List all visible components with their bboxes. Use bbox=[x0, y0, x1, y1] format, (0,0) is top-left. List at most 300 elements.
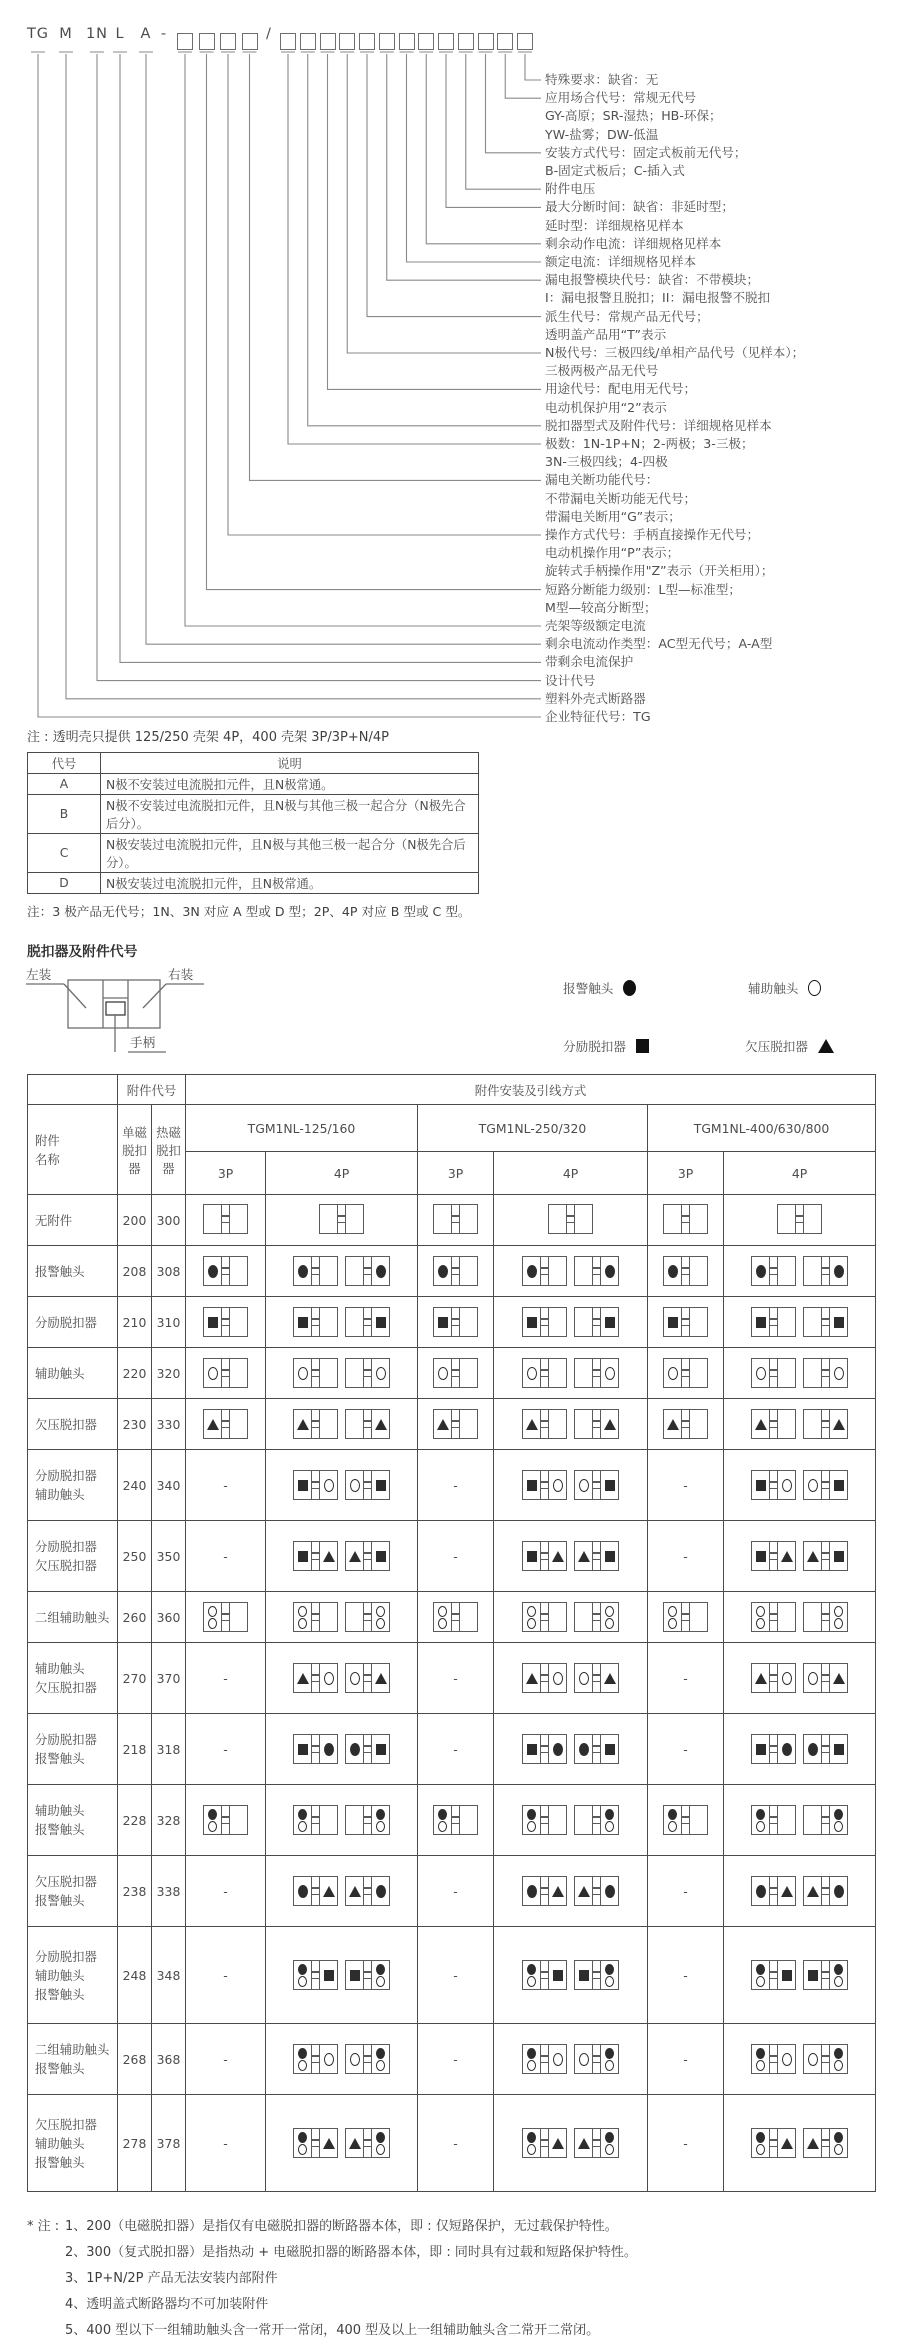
glyph-handle-strip bbox=[311, 1877, 320, 1905]
acc-row bbox=[28, 1348, 876, 1399]
callout-line: 3N-三极四线；4-四极 bbox=[545, 454, 668, 470]
glyph-handle-strip bbox=[681, 1410, 690, 1438]
acc-diagram-cell bbox=[724, 1348, 876, 1399]
acc-header-name bbox=[28, 1105, 118, 1195]
aux-symbol-icon bbox=[527, 1976, 536, 1987]
glyph-left-slot bbox=[523, 1735, 540, 1763]
acc-diagram-cell bbox=[648, 1195, 724, 1246]
acc-diagram-cell bbox=[494, 1592, 648, 1643]
acc-diagram-cell: - bbox=[648, 2095, 724, 2192]
aux-symbol-icon bbox=[208, 1821, 217, 1832]
acc-diagram-cell bbox=[648, 1592, 724, 1643]
alarm-symbol-icon bbox=[527, 1964, 536, 1975]
glyph-left-slot bbox=[523, 1359, 540, 1387]
glyph-group bbox=[293, 2044, 390, 2074]
glyph-handle-strip bbox=[821, 1471, 830, 1499]
diagram-label-left-install: 左装 bbox=[26, 967, 52, 982]
alarm-symbol-icon bbox=[623, 980, 636, 996]
aux-symbol-icon bbox=[605, 2144, 614, 2155]
acc-diagram-cell: - bbox=[186, 1643, 266, 1714]
breaker-glyph bbox=[751, 2044, 796, 2074]
glyph-left-slot bbox=[664, 1410, 681, 1438]
glyph-right-slot bbox=[549, 1471, 566, 1499]
glyph-group bbox=[751, 1663, 848, 1693]
acc-diagram-cell: - bbox=[418, 1927, 494, 2024]
glyph-right-slot bbox=[320, 1410, 337, 1438]
acc-header-row-2 bbox=[28, 1105, 876, 1152]
glyph-handle-strip bbox=[451, 1359, 460, 1387]
aux-symbol-icon bbox=[782, 1672, 792, 1685]
glyph-left-slot bbox=[346, 1735, 363, 1763]
aux-symbol-icon bbox=[324, 2053, 334, 2066]
breaker-glyph bbox=[803, 1602, 848, 1632]
alarm-symbol-icon bbox=[605, 1265, 615, 1278]
footnote-text: 4、透明盖式断路器均不可加装附件 bbox=[65, 2297, 269, 2312]
glyph-handle-strip bbox=[769, 1664, 778, 1692]
shunt-symbol-icon bbox=[527, 1551, 537, 1562]
glyph-handle-strip bbox=[311, 1359, 320, 1387]
glyph-group bbox=[293, 1358, 390, 1388]
acc-diagram-cell: - bbox=[418, 1856, 494, 1927]
callout-line: 壳架等级额定电流 bbox=[545, 618, 646, 633]
callout-line: 应用场合代号：常规无代号 bbox=[545, 90, 697, 106]
breaker-glyph bbox=[522, 1541, 567, 1571]
aux-symbol-icon bbox=[553, 2053, 563, 2066]
glyph-left-slot bbox=[575, 1664, 592, 1692]
callout-line: 电动机操作用“P”表示； bbox=[545, 545, 680, 561]
acc-header-pole-4P: 4P bbox=[266, 1152, 418, 1195]
shunt-symbol-icon bbox=[756, 1317, 766, 1328]
glyph-group bbox=[293, 1960, 390, 1990]
acc-diagram-cell bbox=[186, 1297, 266, 1348]
glyph-group bbox=[751, 2044, 848, 2074]
glyph-group bbox=[522, 1876, 619, 1906]
glyph-left-slot bbox=[752, 1664, 769, 1692]
glyph-group bbox=[663, 1358, 708, 1388]
glyph-group bbox=[433, 1805, 478, 1835]
breaker-glyph bbox=[345, 1256, 390, 1286]
breaker-glyph bbox=[751, 1734, 796, 1764]
acc-row-name bbox=[28, 1348, 118, 1399]
glyph-left-slot bbox=[204, 1308, 221, 1336]
glyph-right-slot bbox=[549, 1542, 566, 1570]
breaker-glyph bbox=[803, 1358, 848, 1388]
glyph-right-slot bbox=[549, 1308, 566, 1336]
model-code-letter: M bbox=[59, 26, 73, 42]
acc-header-blank bbox=[28, 1075, 118, 1105]
glyph-left-slot bbox=[752, 1877, 769, 1905]
glyph-right-slot bbox=[320, 2045, 337, 2073]
acc-row-name-line: 分励脱扣器 bbox=[35, 1732, 97, 1747]
breaker-glyph bbox=[203, 1805, 248, 1835]
breaker-glyph bbox=[293, 1602, 338, 1632]
aux-symbol-icon bbox=[438, 1367, 448, 1380]
callout-line: 透明盖产品用“T”表示 bbox=[545, 326, 667, 342]
npole-header-code: 代号 bbox=[28, 753, 101, 774]
glyph-handle-strip bbox=[821, 1877, 830, 1905]
glyph-handle-strip bbox=[592, 1542, 601, 1570]
undervoltage-symbol-icon bbox=[526, 1673, 538, 1684]
acc-row-code: 368 bbox=[152, 2024, 186, 2095]
glyph-left-slot bbox=[523, 1806, 540, 1834]
glyph-left-slot bbox=[523, 1410, 540, 1438]
glyph-handle-strip bbox=[592, 2045, 601, 2073]
glyph-right-slot bbox=[372, 2129, 389, 2157]
glyph-left-slot bbox=[752, 1542, 769, 1570]
acc-diagram-cell bbox=[494, 1714, 648, 1785]
glyph-handle-strip bbox=[821, 1542, 830, 1570]
glyph-handle-strip bbox=[592, 1359, 601, 1387]
glyph-left-slot bbox=[294, 1471, 311, 1499]
glyph-left-slot bbox=[204, 1603, 221, 1631]
breaker-glyph bbox=[203, 1256, 248, 1286]
glyph-handle-strip bbox=[451, 1308, 460, 1336]
acc-row-name-line: 无附件 bbox=[35, 1212, 73, 1228]
npole-desc: N极安装过电流脱扣元件，且N极与其他三极一起合分（N极先合后分）。 bbox=[101, 834, 479, 873]
acc-header-code-group: 附件代号 bbox=[118, 1075, 186, 1105]
glyph-handle-strip bbox=[681, 1359, 690, 1387]
acc-diagram-cell bbox=[186, 1592, 266, 1643]
glyph-group bbox=[433, 1204, 478, 1234]
alarm-symbol-icon bbox=[376, 1265, 386, 1278]
acc-diagram-cell bbox=[494, 1348, 648, 1399]
glyph-group bbox=[751, 1409, 848, 1439]
aux-symbol-icon bbox=[438, 1618, 447, 1629]
alarm-symbol-icon bbox=[756, 2132, 765, 2143]
aux-symbol-icon bbox=[834, 2144, 843, 2155]
shunt-symbol-icon bbox=[668, 1317, 678, 1328]
aux-symbol-icon bbox=[756, 2144, 765, 2155]
aux-symbol-icon bbox=[668, 1821, 677, 1832]
undervoltage-symbol-icon bbox=[526, 1419, 538, 1430]
glyph-left-slot bbox=[575, 1542, 592, 1570]
acc-diagram-cell bbox=[724, 1714, 876, 1785]
glyph-left-slot bbox=[664, 1806, 681, 1834]
accessory-table bbox=[27, 1074, 876, 2192]
acc-row bbox=[28, 1592, 876, 1643]
undervoltage-symbol-icon bbox=[755, 1419, 767, 1430]
glyph-right-slot bbox=[549, 1735, 566, 1763]
breaker-glyph bbox=[293, 1805, 338, 1835]
glyph-left-slot bbox=[294, 1806, 311, 1834]
breaker-glyph bbox=[803, 1409, 848, 1439]
breaker-glyph bbox=[663, 1805, 708, 1835]
glyph-left-slot bbox=[434, 1410, 451, 1438]
breaker-glyph bbox=[663, 1204, 708, 1234]
model-code-box bbox=[339, 33, 355, 50]
glyph-right-slot bbox=[690, 1806, 707, 1834]
breaker-glyph bbox=[203, 1602, 248, 1632]
acc-row bbox=[28, 2095, 876, 2192]
acc-row-name-line: 辅助触头 bbox=[35, 1967, 85, 1983]
callout-line: 不带漏电关断功能无代号； bbox=[545, 490, 697, 506]
undervoltage-symbol-icon bbox=[349, 1886, 361, 1897]
alarm-symbol-icon bbox=[527, 1265, 537, 1278]
breaker-glyph bbox=[574, 1307, 619, 1337]
alarm-symbol-icon bbox=[438, 1265, 448, 1278]
breaker-glyph bbox=[751, 1805, 796, 1835]
alarm-symbol-icon bbox=[298, 2132, 307, 2143]
aux-symbol-icon bbox=[605, 1367, 615, 1380]
breaker-glyph bbox=[293, 1358, 338, 1388]
breaker-glyph bbox=[574, 1960, 619, 1990]
aux-symbol-icon bbox=[208, 1606, 217, 1617]
breaker-glyph bbox=[777, 1204, 822, 1234]
footnote-text: 1、200（电磁脱扣器）是指仅有电磁脱扣器的断路器本体，即 : 仅短路保护，无过载保护特性。 bbox=[65, 2219, 618, 2234]
alarm-symbol-icon bbox=[605, 2048, 614, 2059]
undervoltage-symbol-icon bbox=[297, 1419, 309, 1430]
breaker-glyph bbox=[803, 1960, 848, 1990]
glyph-left-slot bbox=[294, 1308, 311, 1336]
acc-diagram-cell bbox=[724, 1399, 876, 1450]
model-code-fan-diagram bbox=[0, 0, 900, 748]
alarm-symbol-icon bbox=[527, 1809, 536, 1820]
callout-line: 塑料外壳式断路器 bbox=[545, 690, 646, 706]
glyph-left-slot bbox=[346, 1664, 363, 1692]
aux-symbol-icon bbox=[808, 1672, 818, 1685]
acc-row-name-line: 分励脱扣器 bbox=[35, 1539, 97, 1554]
glyph-right-slot bbox=[549, 1603, 566, 1631]
glyph-handle-strip bbox=[821, 1359, 830, 1387]
breaker-glyph bbox=[433, 1204, 478, 1234]
breaker-glyph bbox=[574, 1358, 619, 1388]
glyph-right-slot bbox=[549, 2045, 566, 2073]
glyph-group bbox=[203, 1256, 248, 1286]
breaker-glyph bbox=[345, 2044, 390, 2074]
shunt-symbol-icon bbox=[756, 1551, 766, 1562]
model-code-box bbox=[320, 33, 336, 50]
acc-row-code: 370 bbox=[152, 1643, 186, 1714]
glyph-handle-strip bbox=[311, 1471, 320, 1499]
glyph-left-slot bbox=[752, 1257, 769, 1285]
glyph-right-slot bbox=[372, 1542, 389, 1570]
glyph-right-slot bbox=[690, 1308, 707, 1336]
glyph-right-slot bbox=[601, 1806, 618, 1834]
npole-row bbox=[28, 873, 479, 894]
model-code-box bbox=[478, 33, 494, 50]
glyph-right-slot bbox=[460, 1806, 477, 1834]
breaker-glyph bbox=[433, 1602, 478, 1632]
glyph-handle-strip bbox=[566, 1205, 575, 1233]
glyph-left-slot bbox=[664, 1359, 681, 1387]
acc-diagram-cell bbox=[724, 1450, 876, 1521]
glyph-left-slot bbox=[204, 1257, 221, 1285]
glyph-right-slot bbox=[230, 1806, 247, 1834]
glyph-left-slot bbox=[523, 1471, 540, 1499]
glyph-handle-strip bbox=[540, 1806, 549, 1834]
aux-symbol-icon bbox=[808, 2053, 818, 2066]
acc-row-code: 328 bbox=[152, 1785, 186, 1856]
acc-row-code: 240 bbox=[118, 1450, 152, 1521]
breaker-glyph bbox=[751, 1876, 796, 1906]
glyph-group bbox=[203, 1805, 248, 1835]
glyph-handle-strip bbox=[540, 1735, 549, 1763]
glyph-handle-strip bbox=[363, 1877, 372, 1905]
model-code-separator: - bbox=[160, 26, 168, 42]
glyph-left-slot bbox=[549, 1205, 566, 1233]
glyph-right-slot bbox=[778, 1806, 795, 1834]
glyph-right-slot bbox=[778, 1257, 795, 1285]
undervoltage-symbol-icon bbox=[375, 1673, 387, 1684]
glyph-left-slot bbox=[804, 1359, 821, 1387]
acc-diagram-cell bbox=[494, 2095, 648, 2192]
shunt-symbol-icon bbox=[553, 1970, 563, 1981]
acc-diagram-cell bbox=[494, 1927, 648, 2024]
glyph-left-slot bbox=[346, 1410, 363, 1438]
glyph-handle-strip bbox=[592, 1877, 601, 1905]
acc-row-name-line: 报警触头 bbox=[35, 1263, 85, 1279]
shunt-symbol-icon bbox=[324, 1970, 334, 1981]
footnote-text: 3、1P+N/2P 产品无法安装内部附件 bbox=[65, 2271, 278, 2286]
glyph-handle-strip bbox=[821, 1603, 830, 1631]
acc-row-code: 378 bbox=[152, 2095, 186, 2192]
glyph-right-slot bbox=[830, 2045, 847, 2073]
undervoltage-symbol-icon bbox=[349, 2138, 361, 2149]
breaker-glyph bbox=[203, 1204, 248, 1234]
callout-line: 附件电压 bbox=[545, 181, 596, 197]
undervoltage-symbol-icon bbox=[781, 1886, 793, 1897]
breaker-glyph bbox=[663, 1409, 708, 1439]
acc-row bbox=[28, 1246, 876, 1297]
acc-header-pole-3P: 3P bbox=[648, 1152, 724, 1195]
shunt-symbol-icon bbox=[834, 1480, 844, 1491]
glyph-group bbox=[319, 1204, 364, 1234]
breaker-glyph bbox=[522, 1409, 567, 1439]
alarm-symbol-icon bbox=[298, 1964, 307, 1975]
aux-symbol-icon bbox=[376, 2144, 385, 2155]
acc-row-code: 218 bbox=[118, 1714, 152, 1785]
glyph-right-slot bbox=[778, 1735, 795, 1763]
breaker-glyph bbox=[803, 1876, 848, 1906]
breaker-glyph bbox=[522, 1960, 567, 1990]
glyph-handle-strip bbox=[592, 1471, 601, 1499]
glyph-left-slot bbox=[575, 1308, 592, 1336]
aux-symbol-icon bbox=[834, 1618, 843, 1629]
glyph-handle-strip bbox=[681, 1257, 690, 1285]
acc-row-name bbox=[28, 1246, 118, 1297]
glyph-group bbox=[203, 1204, 248, 1234]
aux-symbol-icon bbox=[298, 2060, 307, 2071]
undervoltage-symbol-icon bbox=[349, 1551, 361, 1562]
glyph-group bbox=[293, 1409, 390, 1439]
glyph-right-slot bbox=[778, 2045, 795, 2073]
breaker-glyph bbox=[751, 1602, 796, 1632]
alarm-symbol-icon bbox=[208, 1809, 217, 1820]
glyph-right-slot bbox=[320, 1471, 337, 1499]
glyph-left-slot bbox=[346, 1308, 363, 1336]
glyph-handle-strip bbox=[592, 1806, 601, 1834]
model-code-box bbox=[300, 33, 316, 50]
undervoltage-symbol-icon bbox=[552, 2138, 564, 2149]
npole-row bbox=[28, 774, 479, 795]
glyph-right-slot bbox=[601, 1471, 618, 1499]
glyph-group bbox=[522, 1602, 619, 1632]
glyph-handle-strip bbox=[311, 1257, 320, 1285]
glyph-right-slot bbox=[320, 2129, 337, 2157]
shunt-symbol-icon bbox=[579, 1970, 589, 1981]
glyph-left-slot bbox=[804, 1806, 821, 1834]
legend-item-alarm bbox=[563, 978, 636, 997]
alarm-symbol-icon bbox=[756, 2048, 765, 2059]
acc-row-code: 340 bbox=[152, 1450, 186, 1521]
breaker-glyph bbox=[663, 1307, 708, 1337]
glyph-group bbox=[293, 1602, 390, 1632]
acc-row-code: 200 bbox=[118, 1195, 152, 1246]
aux-symbol-icon bbox=[527, 2144, 536, 2155]
callout-line: YW-盐雾；DW-低温 bbox=[545, 126, 659, 142]
glyph-handle-strip bbox=[221, 1806, 230, 1834]
acc-row-code: 350 bbox=[152, 1521, 186, 1592]
acc-diagram-cell: - bbox=[418, 1643, 494, 1714]
diagram-label-handle: 手柄 bbox=[130, 1035, 156, 1050]
glyph-left-slot bbox=[575, 1410, 592, 1438]
glyph-handle-strip bbox=[540, 1603, 549, 1631]
breaker-glyph bbox=[522, 1876, 567, 1906]
acc-row-name bbox=[28, 1714, 118, 1785]
alarm-symbol-icon bbox=[376, 2132, 385, 2143]
aux-symbol-icon bbox=[756, 1976, 765, 1987]
glyph-handle-strip bbox=[821, 1961, 830, 1989]
accessory-legend-row bbox=[0, 960, 900, 1068]
aux-symbol-icon bbox=[376, 1821, 385, 1832]
alarm-symbol-icon bbox=[668, 1265, 678, 1278]
alarm-symbol-icon bbox=[298, 1265, 308, 1278]
acc-diagram-cell: - bbox=[186, 1450, 266, 1521]
glyph-right-slot bbox=[830, 1308, 847, 1336]
acc-diagram-cell: - bbox=[186, 1856, 266, 1927]
glyph-left-slot bbox=[575, 1806, 592, 1834]
acc-diagram-cell bbox=[648, 1399, 724, 1450]
acc-row-name bbox=[28, 1592, 118, 1643]
breaker-glyph bbox=[433, 1805, 478, 1835]
glyph-left-slot bbox=[294, 1410, 311, 1438]
glyph-right-slot bbox=[230, 1205, 247, 1233]
undervoltage-symbol-icon bbox=[807, 1886, 819, 1897]
acc-diagram-cell: - bbox=[186, 2024, 266, 2095]
glyph-right-slot bbox=[830, 1471, 847, 1499]
legend-label: 报警触头 bbox=[563, 981, 614, 996]
glyph-right-slot bbox=[320, 1664, 337, 1692]
npole-code-table-wrap bbox=[27, 752, 479, 894]
acc-header-mag-line: 脱扣 bbox=[122, 1142, 147, 1158]
acc-row-name bbox=[28, 1785, 118, 1856]
acc-row-name-line: 辅助触头 bbox=[35, 1365, 85, 1381]
glyph-handle-strip bbox=[540, 1471, 549, 1499]
glyph-handle-strip bbox=[769, 1359, 778, 1387]
aux-symbol-icon bbox=[756, 2060, 765, 2071]
acc-diagram-cell bbox=[266, 1450, 418, 1521]
undervoltage-symbol-icon bbox=[323, 2138, 335, 2149]
acc-row-name-line: 欠压脱扣器 bbox=[35, 1874, 97, 1889]
aux-symbol-icon bbox=[756, 1821, 765, 1832]
footnote-line bbox=[27, 2266, 900, 2292]
acc-diagram-cell bbox=[724, 1195, 876, 1246]
glyph-group bbox=[751, 1960, 848, 1990]
breaker-glyph bbox=[433, 1358, 478, 1388]
npole-code: A bbox=[28, 774, 101, 795]
acc-row bbox=[28, 1399, 876, 1450]
glyph-group bbox=[663, 1409, 708, 1439]
glyph-handle-strip bbox=[769, 2045, 778, 2073]
breaker-glyph bbox=[803, 1663, 848, 1693]
breaker-glyph bbox=[803, 1307, 848, 1337]
acc-row-name-line: 报警触头 bbox=[35, 2154, 85, 2170]
glyph-right-slot bbox=[778, 1961, 795, 1989]
undervoltage-symbol-icon bbox=[323, 1551, 335, 1562]
breaker-glyph bbox=[345, 1960, 390, 1990]
aux-symbol-icon bbox=[668, 1618, 677, 1629]
acc-diagram-cell bbox=[266, 1643, 418, 1714]
